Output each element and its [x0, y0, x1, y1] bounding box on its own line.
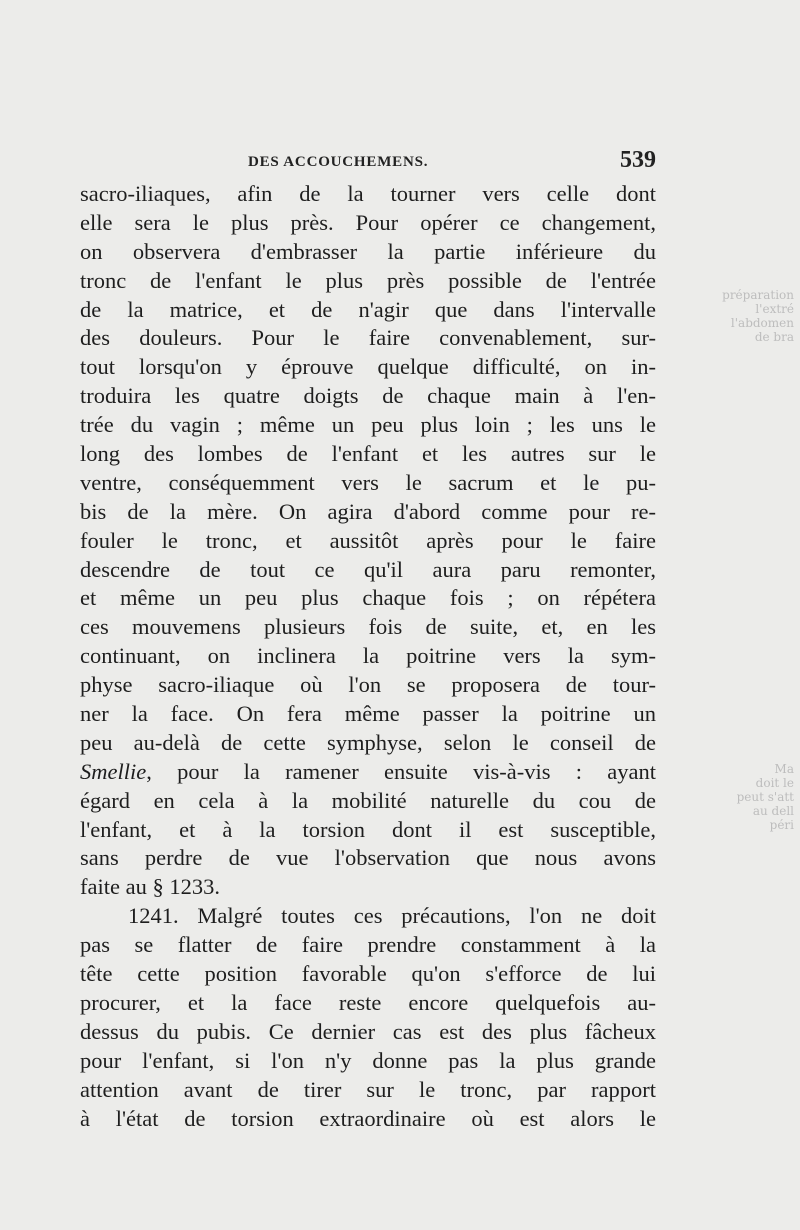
bleed-line: Ma [774, 762, 794, 776]
text-line: procurer, et la face reste encore quelquefois au- [80, 989, 656, 1015]
text-line: attention avant de tirer sur le tronc, par rapport [80, 1076, 656, 1102]
bleed-line: l'abdomen [730, 316, 794, 330]
text-line: tête cette position favorable qu'on s'efforce de lui [80, 961, 656, 987]
text-line: ces mouvemens plusieurs fois de suite, et, en les [80, 614, 656, 640]
bleed-through-middle [737, 762, 794, 832]
page-header [248, 147, 656, 180]
text-line: 1241. Malgré toutes ces précautions, l'on ne doit [128, 903, 656, 929]
text-line: faite au § 1233. [80, 874, 220, 900]
text-line: bis de la mère. On agira d'abord comme pour re- [80, 498, 656, 524]
text-line: peu au-delà de cette symphyse, selon le conseil de [80, 729, 656, 755]
text-line: Smellie, pour la ramener ensuite vis-à-vis : ayant [80, 758, 656, 784]
text-line: l'enfant, et à la torsion dont il est susceptible, [80, 816, 656, 842]
text-line: des douleurs. Pour le faire convenablement, sur- [80, 325, 656, 351]
bleed-line: péri [769, 818, 794, 832]
bleed-through-top [722, 288, 794, 344]
text-line: long des lombes de l'enfant et les autres sur le [80, 441, 656, 467]
running-title: DES ACCOUCHEMENS. [248, 154, 429, 170]
bleed-line: doit le [755, 776, 794, 790]
text-line: pour l'enfant, si l'on n'y donne pas la plus grande [80, 1047, 656, 1073]
body-text [80, 180, 656, 1133]
text-line: de la matrice, et de n'agir que dans l'intervalle [80, 296, 656, 322]
text-line: tronc de l'enfant le plus près possible de l'entrée [80, 267, 656, 293]
text-line: pas se flatter de faire prendre constamment à la [80, 932, 656, 958]
text-line: fouler le tronc, et aussitôt après pour le faire [80, 527, 656, 553]
text-line: dessus du pubis. Ce dernier cas est des plus fâcheux [80, 1018, 656, 1044]
page-number: 539 [620, 147, 656, 173]
text-line: sans perdre de vue l'observation que nous avons [80, 845, 656, 871]
text-line: continuant, on inclinera la poitrine vers la sym- [80, 643, 656, 669]
bleed-line: préparation [722, 288, 794, 302]
bleed-line: de bra [754, 330, 794, 344]
text-line: elle sera le plus près. Pour opérer ce changement, [80, 209, 656, 235]
text-line: on observera d'embrasser la partie inférieure du [80, 238, 656, 264]
bleed-line: peut s'att [736, 790, 794, 804]
text-line: ner la face. On fera même passer la poitrine un [80, 701, 656, 727]
text-line: tout lorsqu'on y éprouve quelque difficulté, on in- [80, 354, 656, 380]
italic-name: Smellie [80, 758, 147, 784]
bleed-line: au dell [752, 804, 794, 818]
text-line: trée du vagin ; même un peu plus loin ; les uns le [80, 412, 656, 438]
bleed-line: l'extré [755, 302, 794, 316]
text-line: sacro-iliaques, afin de la tourner vers celle dont [80, 181, 656, 206]
text-line: descendre de tout ce qu'il aura paru remonter, [80, 556, 656, 582]
text-line: physe sacro-iliaque où l'on se proposera de tour- [80, 672, 656, 698]
text-line: ventre, conséquemment vers le sacrum et le pu- [80, 469, 656, 495]
text-line: égard en cela à la mobilité naturelle du cou de [80, 787, 656, 813]
text-line: à l'état de torsion extraordinaire où est alors le [80, 1105, 656, 1131]
text-line: troduira les quatre doigts de chaque main à l'en- [80, 383, 656, 409]
text-line: et même un peu plus chaque fois ; on répétera [80, 585, 656, 611]
